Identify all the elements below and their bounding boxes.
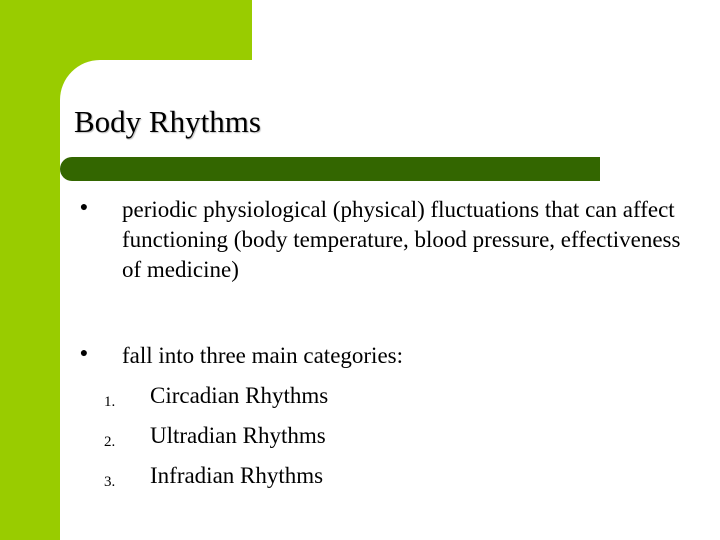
list-item-circadian: Circadian Rhythms xyxy=(150,383,329,408)
list-number: 3. xyxy=(104,474,116,490)
bullet-icon: ● xyxy=(79,200,89,215)
bullet-text-categories: fall into three main categories: xyxy=(122,343,403,368)
list-item-infradian: Infradian Rhythms xyxy=(150,463,324,488)
list-number: 2. xyxy=(104,434,116,450)
decorative-green-strip xyxy=(0,0,60,540)
bullet-text-definition: periodic physiological (physical) fluctuations that can affect functioning (body temperature, blood pressure, effectiveness of medicine) xyxy=(122,197,681,282)
slide-title: Body Rhythms xyxy=(74,104,261,139)
list-number: 1. xyxy=(104,394,116,410)
list-item-ultradian: Ultradian Rhythms xyxy=(150,423,326,448)
title-divider-bar xyxy=(60,157,600,181)
bullet-icon: ● xyxy=(79,346,89,361)
